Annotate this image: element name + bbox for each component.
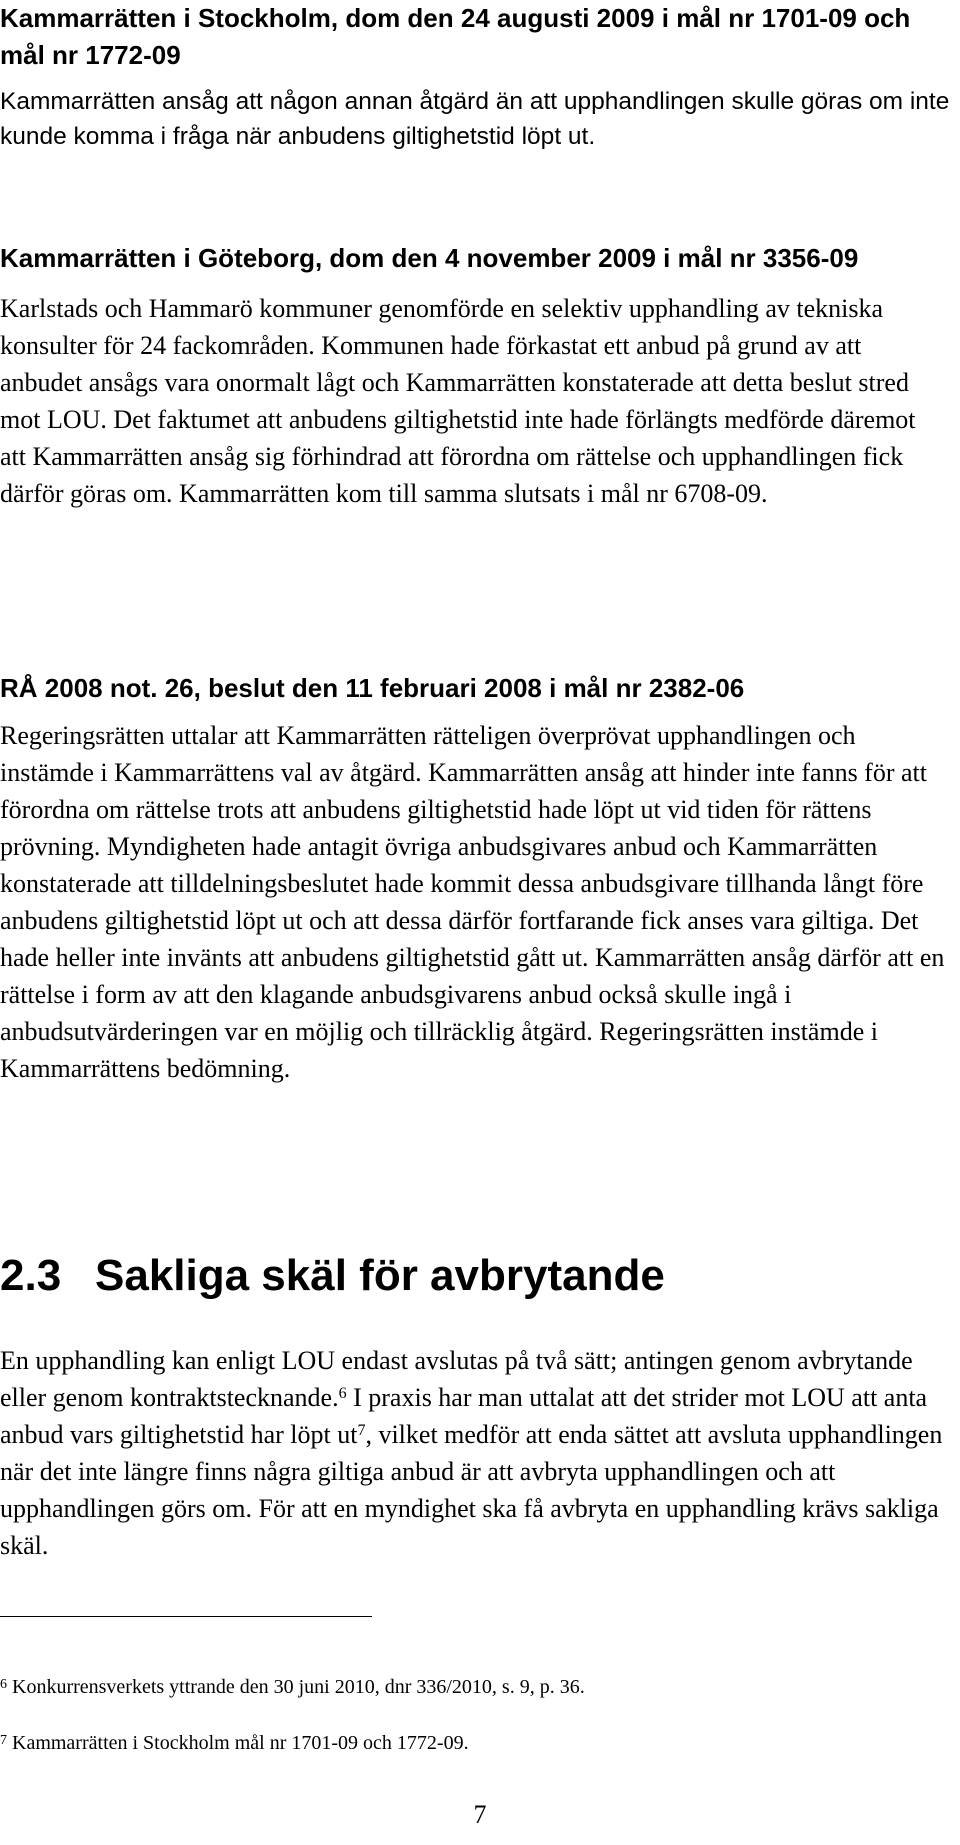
case-stockholm	[0, 0, 950, 154]
footnote-number: 6	[0, 1677, 7, 1692]
case-heading-prefix: RÅ 2008 not.	[0, 673, 165, 703]
page-number: 7	[473, 1800, 487, 1829]
footnote-6	[0, 1674, 585, 1700]
section-heading	[0, 1250, 950, 1302]
footnote-text: Konkurrensverkets yttrande den 30 juni 2010, dnr 336/2010, s. 9, p. 36.	[12, 1676, 585, 1698]
case-heading: Kammarrätten i Göteborg, dom den 4 november 2009 i mål nr 3356-09	[0, 243, 859, 273]
footnote-ref[interactable]: 6	[338, 1385, 347, 1402]
section-number: 2.3	[0, 1251, 62, 1300]
paragraph-text: , vilket medför att enda sättet att avsluta upphandlingen när det inte längre finns några giltiga anbud är att avbryta upphandlingen och att upphandlingen görs om. För att en myndighet ska få avbryta en upphandling krävs sakliga skäl.	[0, 1420, 943, 1560]
case-heading-rest: 26, beslut den 11 februari 2008 i mål nr 2382-06	[164, 673, 745, 703]
footnote-text: Kammarrätten i Stockholm mål nr 1701-09 och 1772-09.	[12, 1732, 469, 1754]
section-2-3	[0, 1250, 950, 1564]
paragraph-text: En upphandling kan enligt LOU endast avslutas på två sätt; antingen genom avbrytande eller genom kontraktstecknande.	[0, 1346, 913, 1412]
section-paragraph	[0, 1342, 945, 1564]
case-goteborg	[0, 240, 950, 512]
paragraph-text: I praxis har man uttalat att det strider mot LOU att anta anbud vars giltighetstid har löpt ut	[0, 1383, 928, 1449]
case-summary: Karlstads och Hammarö kommuner genomförde en selektiv upphandling av tekniska konsulter för 24 fackområden. Kommunen hade förkastat ett anbud på grund av att anbudet ansågs vara onormalt lågt och Kammarrätten konstaterade att detta beslut stred mot LOU. Det faktumet att anbudens giltighetstid inte hade förlängts medförde däremot att Kammarrätten ansåg sig förhindrad att förordna om rättelse och upphandlingen fick därför göras om. Kammarrätten kom till samma slutsats i mål nr 6708-09.	[0, 294, 916, 508]
footnote-number: 7	[0, 1733, 7, 1748]
section-title: Sakliga skäl för avbrytande	[95, 1251, 665, 1300]
footnote-ref[interactable]: 7	[357, 1422, 366, 1439]
footnote-7	[0, 1730, 469, 1756]
footnote-separator	[0, 1616, 372, 1617]
case-summary: Kammarrätten ansåg att någon annan åtgärd än att upphandlingen skulle göras om inte kunde komma i fråga när anbudens giltighetstid löpt ut.	[0, 88, 950, 150]
case-heading: Kammarrätten i Stockholm, dom den 24 augusti 2009 i mål nr 1701-09 och mål nr 1772-09	[0, 3, 911, 70]
case-ra-2008	[0, 670, 950, 1087]
case-heading	[0, 670, 950, 707]
case-summary: Regeringsrätten uttalar att Kammarrätten rätteligen överprövat upphandlingen och instämde i Kammarrättens val av åtgärd. Kammarrätten ansåg att hinder inte fanns för att förordna om rättelse trots att anbudens giltighetstid hade löpt ut vid tiden för rättens prövning. Myndigheten hade antagit övriga anbudsgivares anbud och Kammarrätten konstaterade att tilldelningsbeslutet hade kommit dessa anbudsgivare tillhanda långt före anbudens giltighetstid löpt ut och att dessa därför fortfarande fick anses vara giltiga. Det hade heller inte invänts att anbudens giltighetstid gått ut. Kammarrätten ansåg därför att en rättelse i form av att den klagande anbudsgivarens anbud också skulle ingå i anbudsutvärderingen var en möjlig och tillräcklig åtgärd. Regeringsrätten instämde i Kammarrättens bedömning.	[0, 721, 945, 1083]
